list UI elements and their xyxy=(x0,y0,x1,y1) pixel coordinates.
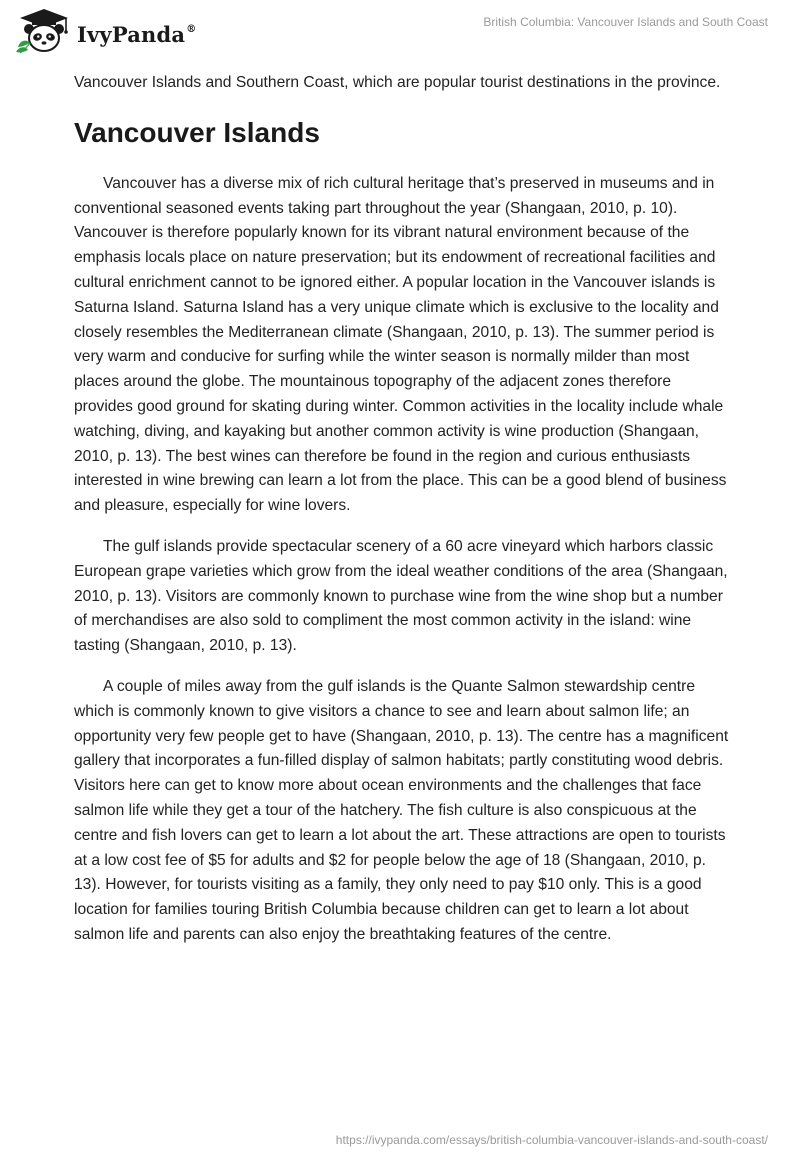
section-heading: Vancouver Islands xyxy=(74,116,320,148)
page-header xyxy=(0,0,800,60)
panda-graduation-cap-icon xyxy=(14,7,74,55)
logo-wordmark: IvyPanda® xyxy=(77,21,197,47)
source-url[interactable]: https://ivypanda.com/essays/british-columbia-vancouver-islands-and-south-coast/ xyxy=(335,1133,768,1147)
running-title: British Columbia: Vancouver Islands and South Coast xyxy=(483,15,768,29)
body-paragraph: The gulf islands provide spectacular scenery of a 60 acre vineyard which harbors classic European grape varieties which grow from the ideal weather conditions of the area (Shangaan, 2010, p. 13). Visitors are commonly known to purchase wine from the wine shop but a number of merchandises are also sold to compliment the most common activity in the island: wine tasting (Shangaan, 2010, p. 13). xyxy=(74,537,728,655)
intro-paragraph: Vancouver Islands and Southern Coast, which are popular tourist destinations in the province. xyxy=(74,74,721,91)
essay-content xyxy=(74,71,734,964)
body-paragraph: Vancouver has a diverse mix of rich cultural heritage that’s preserved in museums and in conventional seasoned events taking part throughout the year (Shangaan, 2010, p. 10). Vancouver is therefore popularly known for its vibrant natural environment because of the emphasis locals place on nature preservation; but its endowment of recreational facilities and cultural enrichment cannot to be ignored either. A popular location in the Vancouver islands is Saturna Island. Saturna Island has a very unique climate which is exclusive to the locality and closely resembles the Mediterranean climate (Shangaan, 2010, p. 13). The summer period is very warm and conducive for surfing while the winter season is normally milder than most places around the globe. The mountainous topography of the adjacent zones therefore provides good ground for skating during winter. Common activities in the locality include whale watching, diving, and kayaking but another common activity is wine production (Shangaan, 2010, p. 13). The best wines can therefore be found in the region and curious enthusiasts interested in wine brewing can learn a lot from the place. This can be a good blend of business and pleasure, especially for wine lovers. xyxy=(74,174,727,515)
registered-mark: ® xyxy=(186,23,197,35)
ivypanda-logo[interactable] xyxy=(14,7,196,55)
body-paragraph: A couple of miles away from the gulf islands is the Quante Salmon stewardship centre which is commonly known to give visitors a chance to see and learn about salmon life; an opportunity very few people get to have (Shangaan, 2010, p. 13). The centre has a magnificent gallery that incorporates a fun-filled display of salmon habitats; partly constituting wood debris. Visitors here can get to know more about ocean environments and the challenges that face salmon life while they get a tour of the hatchery. The fish culture is also conspicuous at the centre and fish lovers can get to learn a lot about the art. These attractions are open to tourists at a low cost fee of $5 for adults and $2 for people below the age of 18 (Shangaan, 2010, p. 13). However, for tourists visiting as a family, they only need to pay $10 only. This is a good location for families touring British Columbia because children can get to learn a lot about salmon life and parents can also enjoy the breathtaking features of the centre. xyxy=(74,677,729,943)
